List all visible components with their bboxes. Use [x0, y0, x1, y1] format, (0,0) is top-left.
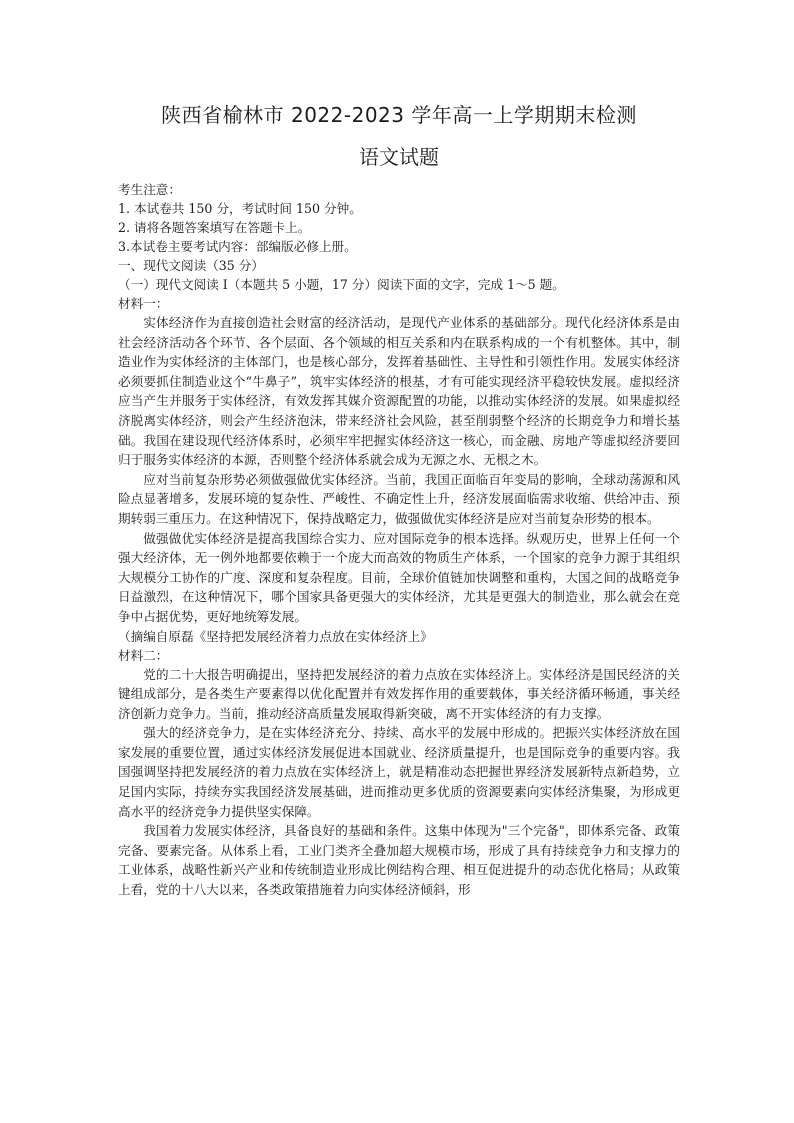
material-two-paragraph: 党的二十大报告明确提出，坚持把发展经济的着力点放在实体经济上。实体经济是国民经济的关键组成部分，是各类生产要素得以优化配置并有效发挥作用的重要载体，事关经济循环畅通，事关经济创新力竞争力。当前，推动经济高质量发展取得新突破，离不开实体经济的有力支撑。: [118, 666, 680, 721]
notice-heading: 考生注意：: [118, 182, 181, 197]
material-one-paragraph: 实体经济作为直接创造社会财富的经济活动，是现代产业体系的基础部分。现代化经济体系是由社会经济活动各个环节、各个层面、各个领域的相互关系和内在联系构成的一个有机整体。其中，制造业作为实体经济的主体部门，也是核心部分，发挥着基础性、主导性和引领性作用。发展实体经济必须要抓住制造业这个“牛鼻子”，筑牢实体经济的根基，才有可能实现经济平稳较快发展。虚拟经济应当产生并服务于实体经济，有效发挥其媒介资源配置的功能，以推动实体经济的发展。如果虚拟经济脱离实体经济，则会产生经济泡沫，带来经济社会风险，甚至削弱整个经济的长期竞争力和增长基础。我国在建设现代经济体系时，必须牢牢把握实体经济这一核心，而金融、房地产等虚拟经济要回归于服务实体经济的本源，否则整个经济体系就会成为无源之水、无根之木。: [118, 315, 680, 468]
material-one-paragraph: 应对当前复杂形势必须做强做优实体经济。当前，我国正面临百年变局的影响，全球动荡源和风险点显著增多，发展环境的复杂性、严峻性、不确定性上升，经济发展面临需求收缩、供给冲击、预期转弱三重压力。在这种情况下，保持战略定力，做强做优实体经济是应对当前复杂形势的根本。: [118, 471, 680, 526]
material-two-label: 材料二：: [118, 647, 169, 663]
notice-item: 1. 本试卷共 150 分，考试时间 150 分钟。: [118, 201, 362, 216]
material-two-paragraph: 强大的经济竞争力，是在实体经济充分、持续、高水平的发展中形成的。把振兴实体经济放在国家发展的重要位置，通过实体经济发展促进本国就业、经济质量提升，也是国际竞争的重要内容。我国强调坚持把发展经济的着力点放在实体经济上，就是精准动态把握世界经济发展新特点新趋势，立足国内实际，持续夯实我国经济发展基础，进而推动更多优质的资源要素向实体经济集聚，为形成更高水平的经济竞争力提供坚实保障。: [118, 725, 680, 819]
material-one-paragraph: 做强做优实体经济是提高我国综合实力、应对国际竞争的根本选择。纵观历史，世界上任何一个强大经济体，无一例外地都要依赖于一个庞大而高效的物质生产体系，一个国家的竞争力源于其组织大规模分工协作的广度、深度和复杂程度。目前，全球价值链加快调整和重构，大国之间的战略竞争日益激烈，在这种情况下，哪个国家具备更强大的实体经济，尤其是更强大的制造业，那么就会在竞争中占据优势，更好地统筹发展。: [118, 530, 680, 624]
exam-page: [118, 100, 680, 900]
notice-item: 2. 请将各题答案填写在答题卡上。: [118, 220, 311, 235]
notice-item: 3.本试卷主要考试内容：部编版必修上册。: [118, 239, 357, 254]
section-subheading: （一）现代文阅读 I（本题共 5 小题，17 分）阅读下面的文字，完成 1～5 题。: [118, 277, 565, 292]
page-title: 陕西省榆林市 2022-2023 学年高一上学期期末检测: [161, 103, 637, 127]
material-one-source: （摘编自原磊《坚持把发展经济着力点放在实体经济上》: [118, 628, 433, 644]
section-heading: 一、现代文阅读（35 分）: [118, 258, 264, 273]
material-one-label: 材料一：: [118, 296, 169, 311]
material-two-paragraph: 我国着力发展实体经济，具备良好的基础和条件。这集中体现为"三个完备"，即体系完备、政策完备、要素完备。从体系上看，工业门类齐全叠加超大规模市场，形成了具有持续竞争力和支撑力的工业体系，战略性新兴产业和传统制造业形成比例结构合理、相互促进提升的动态优化格局；从政策上看，党的十八大以来，各类政策措施着力向实体经济倾斜，形: [118, 823, 680, 898]
page-subtitle: 语文试题: [359, 145, 439, 169]
